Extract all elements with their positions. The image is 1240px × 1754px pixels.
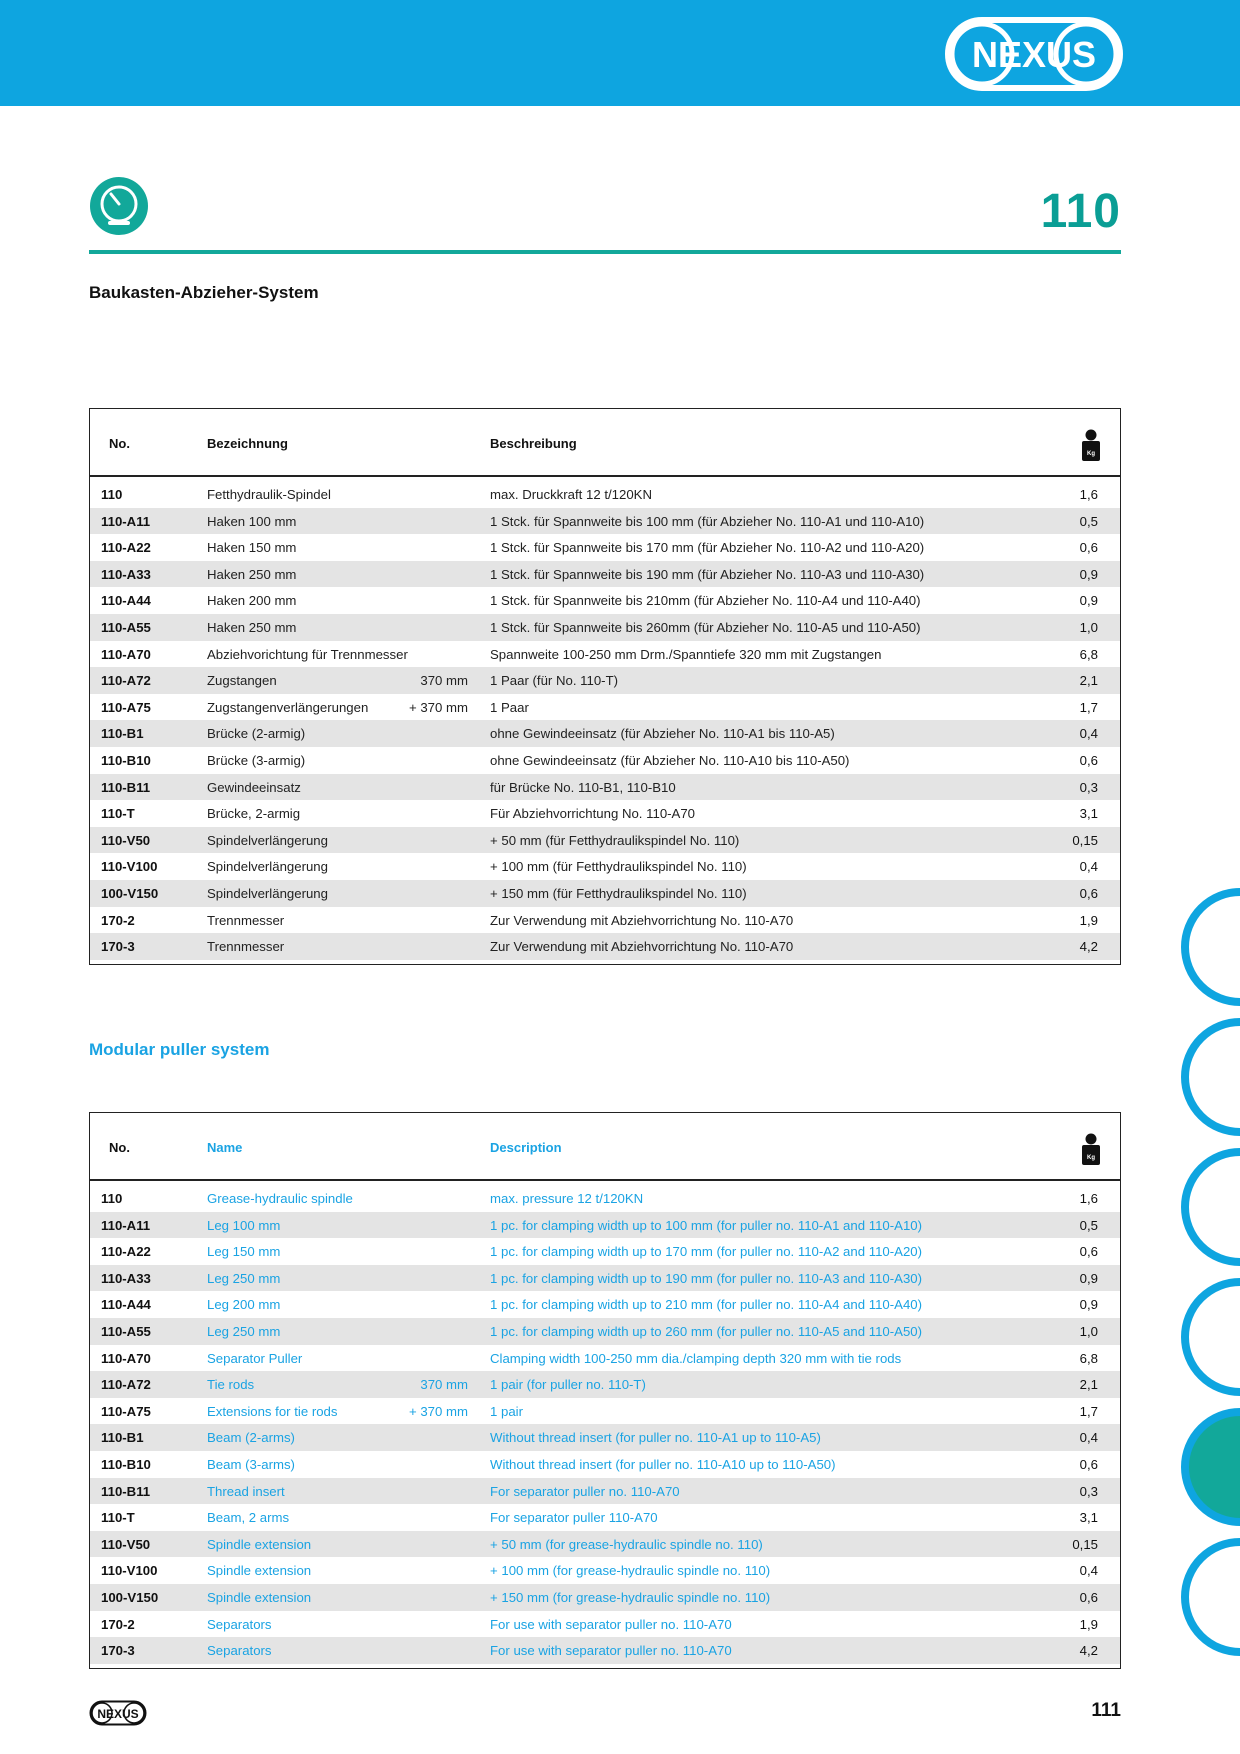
table-row bbox=[90, 1424, 1120, 1451]
item-description: + 50 mm (for grease-hydraulic spindle no. 110) bbox=[490, 1536, 763, 1552]
table-row bbox=[90, 907, 1120, 934]
item-number: 110-A44 bbox=[101, 1297, 151, 1313]
section-title-en: Modular puller system bbox=[89, 1040, 270, 1059]
item-weight: 0,4 bbox=[1079, 1563, 1098, 1579]
table-row bbox=[90, 853, 1120, 880]
item-name: Leg 250 mm bbox=[207, 1270, 281, 1286]
item-description: For separator puller 110-A70 bbox=[490, 1510, 658, 1526]
item-weight: 4,2 bbox=[1079, 1643, 1098, 1659]
table-body bbox=[90, 1181, 1120, 1668]
item-name: Gewindeeinsatz bbox=[207, 779, 301, 795]
table-row bbox=[90, 1557, 1120, 1584]
svg-text:NEXUS: NEXUS bbox=[97, 1707, 139, 1721]
item-number: 170-3 bbox=[101, 939, 135, 955]
item-description: max. Druckkraft 12 t/120KN bbox=[490, 487, 652, 502]
item-description: 1 pair bbox=[490, 1403, 523, 1419]
table-row bbox=[90, 508, 1120, 535]
item-name: Leg 150 mm bbox=[207, 1244, 281, 1260]
item-description: max. pressure 12 t/120KN bbox=[490, 1191, 644, 1206]
header-no: No. bbox=[109, 436, 130, 451]
item-description: Zur Verwendung mit Abziehvorrichtung No. 110-A70 bbox=[490, 912, 794, 928]
item-name: Leg 100 mm bbox=[207, 1217, 281, 1233]
item-number: 110-V100 bbox=[101, 859, 158, 875]
product-table-en bbox=[89, 1112, 1121, 1669]
item-number: 110-A33 bbox=[101, 1270, 151, 1286]
item-size: + 370 mm bbox=[408, 699, 468, 715]
item-weight: 6,8 bbox=[1079, 1350, 1098, 1366]
table-row bbox=[90, 1185, 1120, 1212]
item-description: ohne Gewindeeinsatz (für Abzieher No. 110-A1 bis 110-A5) bbox=[490, 726, 835, 742]
item-weight: 0,4 bbox=[1079, 726, 1098, 742]
item-description: 1 Stck. für Spannweite bis 190 mm (für Abzieher No. 110-A3 und 110-A30) bbox=[490, 566, 925, 582]
item-number: 110-B11 bbox=[101, 1483, 151, 1499]
item-weight: 0,3 bbox=[1079, 1483, 1098, 1499]
table-row bbox=[90, 481, 1120, 508]
item-number: 110-V50 bbox=[101, 1536, 151, 1552]
table-row bbox=[90, 880, 1120, 907]
item-number: 110-A22 bbox=[101, 540, 151, 556]
item-description: + 150 mm (für Fetthydraulikspindel No. 110) bbox=[490, 885, 747, 901]
table-row bbox=[90, 1504, 1120, 1531]
item-number: 110-B10 bbox=[101, 752, 151, 768]
item-number: 170-3 bbox=[101, 1643, 135, 1659]
item-description: ohne Gewindeeinsatz (für Abzieher No. 110-A10 bis 110-A50) bbox=[490, 752, 850, 768]
item-weight: 0,9 bbox=[1079, 1297, 1098, 1313]
item-name: Abziehvorichtung für Trennmesser bbox=[207, 646, 408, 662]
gauge-icon bbox=[90, 177, 148, 235]
item-description: 1 Stck. für Spannweite bis 260mm (für Abzieher No. 110-A5 und 110-A50) bbox=[490, 619, 921, 635]
item-number: 110-V100 bbox=[101, 1563, 158, 1579]
nexus-logo bbox=[944, 16, 1124, 92]
table-row bbox=[90, 1584, 1120, 1611]
item-description: 1 Stck. für Spannweite bis 170 mm (für Abzieher No. 110-A2 und 110-A20) bbox=[490, 540, 925, 556]
item-name: Tie rods bbox=[207, 1377, 255, 1393]
item-name: Spindle extension bbox=[207, 1563, 312, 1579]
item-description: 1 pc. for clamping width up to 260 mm (for puller no. 110-A5 and 110-A50) bbox=[490, 1323, 922, 1339]
item-weight: 0,4 bbox=[1079, 859, 1098, 875]
item-number: 110-A55 bbox=[101, 1323, 151, 1339]
item-name: Fetthydraulik-Spindel bbox=[207, 487, 331, 502]
header-divider bbox=[89, 250, 1121, 254]
item-name: Beam (3-arms) bbox=[207, 1456, 295, 1472]
item-weight: 0,6 bbox=[1079, 1244, 1098, 1260]
item-weight: 0,6 bbox=[1079, 540, 1098, 556]
table-row bbox=[90, 1291, 1120, 1318]
item-name: Leg 250 mm bbox=[207, 1323, 281, 1339]
table-row bbox=[90, 1345, 1120, 1372]
item-weight: 0,6 bbox=[1079, 885, 1098, 901]
item-number: 100-V150 bbox=[101, 1589, 159, 1605]
table-row bbox=[90, 774, 1120, 801]
table-row bbox=[90, 1531, 1120, 1558]
item-name: Haken 250 mm bbox=[207, 619, 297, 635]
table-row bbox=[90, 747, 1120, 774]
item-size: + 370 mm bbox=[408, 1403, 468, 1419]
item-weight: 1,0 bbox=[1079, 619, 1098, 635]
chapter-tab[interactable] bbox=[1181, 1278, 1240, 1396]
item-name: Spindelverlängerung bbox=[207, 885, 328, 901]
item-description: Without thread insert (for puller no. 110-A1 up to 110-A5) bbox=[490, 1430, 821, 1446]
svg-text:Kg: Kg bbox=[1087, 451, 1095, 457]
item-description: 1 pc. for clamping width up to 190 mm (for puller no. 110-A3 and 110-A30) bbox=[490, 1270, 922, 1286]
header-name: Name bbox=[207, 1140, 243, 1155]
item-size: 370 mm bbox=[420, 673, 468, 689]
item-name: Haken 200 mm bbox=[207, 593, 297, 609]
item-number: 110-A33 bbox=[101, 566, 151, 582]
table-row bbox=[90, 1611, 1120, 1638]
nexus-logo-text: NEXUS bbox=[971, 34, 1097, 75]
table-row bbox=[90, 561, 1120, 588]
table-row bbox=[90, 694, 1120, 721]
item-weight: 1,9 bbox=[1079, 1616, 1098, 1632]
product-table-de bbox=[89, 408, 1121, 965]
item-description: For use with separator puller no. 110-A70 bbox=[490, 1616, 732, 1632]
table-row bbox=[90, 1371, 1120, 1398]
item-weight: 0,15 bbox=[1072, 1536, 1098, 1552]
item-description: Für Abziehvorrichtung No. 110-A70 bbox=[490, 806, 696, 822]
item-weight: 1,7 bbox=[1079, 1403, 1098, 1419]
item-description: 1 pc. for clamping width up to 210 mm (for puller no. 110-A4 and 110-A40) bbox=[490, 1297, 922, 1313]
item-weight: 3,1 bbox=[1079, 1510, 1098, 1526]
kg-weight-icon bbox=[1082, 1133, 1100, 1165]
chapter-tab[interactable] bbox=[1181, 888, 1240, 1006]
item-number: 110-B11 bbox=[101, 779, 151, 795]
section-title-de: Baukasten-Abzieher-System bbox=[89, 283, 319, 302]
header-no: No. bbox=[109, 1140, 130, 1155]
item-description: + 150 mm (for grease-hydraulic spindle no. 110) bbox=[490, 1589, 771, 1605]
item-description: Without thread insert (for puller no. 110-A10 up to 110-A50) bbox=[490, 1456, 836, 1472]
item-weight: 0,15 bbox=[1072, 832, 1098, 848]
item-name: Spindle extension bbox=[207, 1536, 312, 1552]
chapter-tab[interactable] bbox=[1181, 1538, 1240, 1656]
item-weight: 4,2 bbox=[1079, 939, 1098, 955]
table-header bbox=[90, 409, 1120, 477]
item-name: Thread insert bbox=[207, 1483, 285, 1499]
item-number: 110-A75 bbox=[101, 699, 151, 715]
chapter-tab[interactable] bbox=[1181, 1408, 1240, 1526]
item-weight: 1,9 bbox=[1079, 912, 1098, 928]
header-description: Beschreibung bbox=[490, 436, 577, 451]
chapter-tab[interactable] bbox=[1181, 1018, 1240, 1136]
item-size: 370 mm bbox=[420, 1377, 468, 1393]
item-number: 170-2 bbox=[101, 1616, 135, 1632]
item-weight: 0,6 bbox=[1079, 1456, 1098, 1472]
item-weight: 0,5 bbox=[1079, 1217, 1098, 1233]
item-description: Clamping width 100-250 mm dia./clamping depth 320 mm with tie rods bbox=[490, 1350, 902, 1366]
table-row bbox=[90, 614, 1120, 641]
item-name: Zugstangenverlängerungen bbox=[207, 699, 369, 715]
item-number: 110-A44 bbox=[101, 593, 151, 609]
item-number: 110-B10 bbox=[101, 1456, 151, 1472]
item-name: Trennmesser bbox=[207, 912, 285, 928]
item-number: 110-A70 bbox=[101, 1350, 151, 1366]
item-weight: 0,6 bbox=[1079, 1589, 1098, 1605]
item-number: 110-T bbox=[101, 806, 135, 822]
item-weight: 1,7 bbox=[1079, 699, 1098, 715]
chapter-tab[interactable] bbox=[1181, 1148, 1240, 1266]
item-number: 110-B1 bbox=[101, 726, 144, 742]
item-number: 170-2 bbox=[101, 912, 135, 928]
item-weight: 1,6 bbox=[1079, 1191, 1098, 1206]
table-row bbox=[90, 1637, 1120, 1664]
item-weight: 3,1 bbox=[1079, 806, 1098, 822]
item-name: Leg 200 mm bbox=[207, 1297, 281, 1313]
item-name: Zugstangen bbox=[207, 673, 277, 689]
item-number: 100-V150 bbox=[101, 885, 159, 901]
item-description: For separator puller no. 110-A70 bbox=[490, 1483, 680, 1499]
item-name: Separators bbox=[207, 1643, 272, 1659]
item-description: For use with separator puller no. 110-A70 bbox=[490, 1643, 732, 1659]
table-row bbox=[90, 1238, 1120, 1265]
item-name: Haken 100 mm bbox=[207, 513, 297, 529]
item-number: 110-A72 bbox=[101, 1377, 151, 1393]
item-weight: 0,3 bbox=[1079, 779, 1098, 795]
table-body bbox=[90, 477, 1120, 964]
item-weight: 0,9 bbox=[1079, 566, 1098, 582]
item-weight: 1,6 bbox=[1079, 487, 1098, 502]
item-number: 110-T bbox=[101, 1510, 135, 1526]
category-number: 110 bbox=[1040, 185, 1121, 238]
item-description: 1 Paar (für No. 110-T) bbox=[490, 673, 619, 689]
item-weight: 0,9 bbox=[1079, 593, 1098, 609]
item-name: Haken 250 mm bbox=[207, 566, 297, 582]
item-name: Extensions for tie rods bbox=[207, 1403, 338, 1419]
table-row bbox=[90, 1451, 1120, 1478]
item-name: Haken 150 mm bbox=[207, 540, 297, 556]
item-weight: 0,4 bbox=[1079, 1430, 1098, 1446]
item-description: 1 pair (for puller no. 110-T) bbox=[490, 1377, 646, 1393]
item-weight: 0,5 bbox=[1079, 513, 1098, 529]
table-row bbox=[90, 1212, 1120, 1239]
item-weight: 2,1 bbox=[1079, 673, 1098, 689]
item-description: 1 pc. for clamping width up to 170 mm (for puller no. 110-A2 and 110-A20) bbox=[490, 1244, 922, 1260]
kg-weight-icon bbox=[1082, 429, 1100, 461]
svg-text:Kg: Kg bbox=[1087, 1155, 1095, 1161]
table-row bbox=[90, 1478, 1120, 1505]
table-row bbox=[90, 1398, 1120, 1425]
item-description: 1 Paar bbox=[490, 699, 529, 715]
item-number: 110-A11 bbox=[101, 1217, 151, 1233]
header-name: Bezeichnung bbox=[207, 436, 288, 451]
item-name: Brücke (2-armig) bbox=[207, 726, 306, 742]
nexus-logo-small bbox=[89, 1700, 147, 1726]
item-name: Grease-hydraulic spindle bbox=[207, 1191, 353, 1206]
item-number: 110-B1 bbox=[101, 1430, 144, 1446]
page-number: 111 bbox=[1091, 1700, 1121, 1721]
table-row bbox=[90, 641, 1120, 668]
table-row bbox=[90, 1318, 1120, 1345]
item-name: Trennmesser bbox=[207, 939, 285, 955]
item-description: + 50 mm (für Fetthydraulikspindel No. 110) bbox=[490, 832, 740, 848]
table-row bbox=[90, 534, 1120, 561]
item-number: 110 bbox=[101, 487, 123, 502]
item-name: Separator Puller bbox=[207, 1350, 303, 1366]
item-description: für Brücke No. 110-B1, 110-B10 bbox=[490, 779, 676, 795]
item-name: Spindelverlängerung bbox=[207, 859, 328, 875]
item-weight: 6,8 bbox=[1079, 646, 1098, 662]
item-weight: 1,0 bbox=[1079, 1323, 1098, 1339]
item-number: 110-A70 bbox=[101, 646, 151, 662]
item-number: 110-A75 bbox=[101, 1403, 151, 1419]
item-weight: 0,6 bbox=[1079, 752, 1098, 768]
item-number: 110 bbox=[101, 1191, 123, 1206]
item-name: Separators bbox=[207, 1616, 272, 1632]
table-row bbox=[90, 933, 1120, 960]
item-description: + 100 mm (für Fetthydraulikspindel No. 110) bbox=[490, 859, 747, 875]
header-description: Description bbox=[490, 1140, 562, 1155]
item-number: 110-A55 bbox=[101, 619, 151, 635]
item-description: Spannweite 100-250 mm Drm./Spanntiefe 320 mm mit Zugstangen bbox=[490, 646, 882, 662]
item-number: 110-V50 bbox=[101, 832, 151, 848]
table-row bbox=[90, 667, 1120, 694]
item-name: Spindelverlängerung bbox=[207, 832, 328, 848]
table-row bbox=[90, 827, 1120, 854]
item-description: Zur Verwendung mit Abziehvorrichtung No. 110-A70 bbox=[490, 939, 794, 955]
item-name: Brücke (3-armig) bbox=[207, 752, 306, 768]
item-number: 110-A72 bbox=[101, 673, 151, 689]
item-weight: 0,9 bbox=[1079, 1270, 1098, 1286]
table-row bbox=[90, 1265, 1120, 1292]
table-row bbox=[90, 720, 1120, 747]
item-name: Beam, 2 arms bbox=[207, 1510, 290, 1526]
item-number: 110-A22 bbox=[101, 1244, 151, 1260]
item-description: 1 Stck. für Spannweite bis 100 mm (für Abzieher No. 110-A1 und 110-A10) bbox=[490, 513, 925, 529]
item-weight: 2,1 bbox=[1079, 1377, 1098, 1393]
item-description: 1 Stck. für Spannweite bis 210mm (für Abzieher No. 110-A4 und 110-A40) bbox=[490, 593, 921, 609]
item-description: + 100 mm (for grease-hydraulic spindle no. 110) bbox=[490, 1563, 771, 1579]
item-description: 1 pc. for clamping width up to 100 mm (for puller no. 110-A1 and 110-A10) bbox=[490, 1217, 922, 1233]
table-row bbox=[90, 800, 1120, 827]
item-name: Spindle extension bbox=[207, 1589, 312, 1605]
table-row bbox=[90, 587, 1120, 614]
item-number: 110-A11 bbox=[101, 513, 151, 529]
table-header bbox=[90, 1113, 1120, 1181]
item-name: Beam (2-arms) bbox=[207, 1430, 295, 1446]
item-name: Brücke, 2-armig bbox=[207, 806, 301, 822]
